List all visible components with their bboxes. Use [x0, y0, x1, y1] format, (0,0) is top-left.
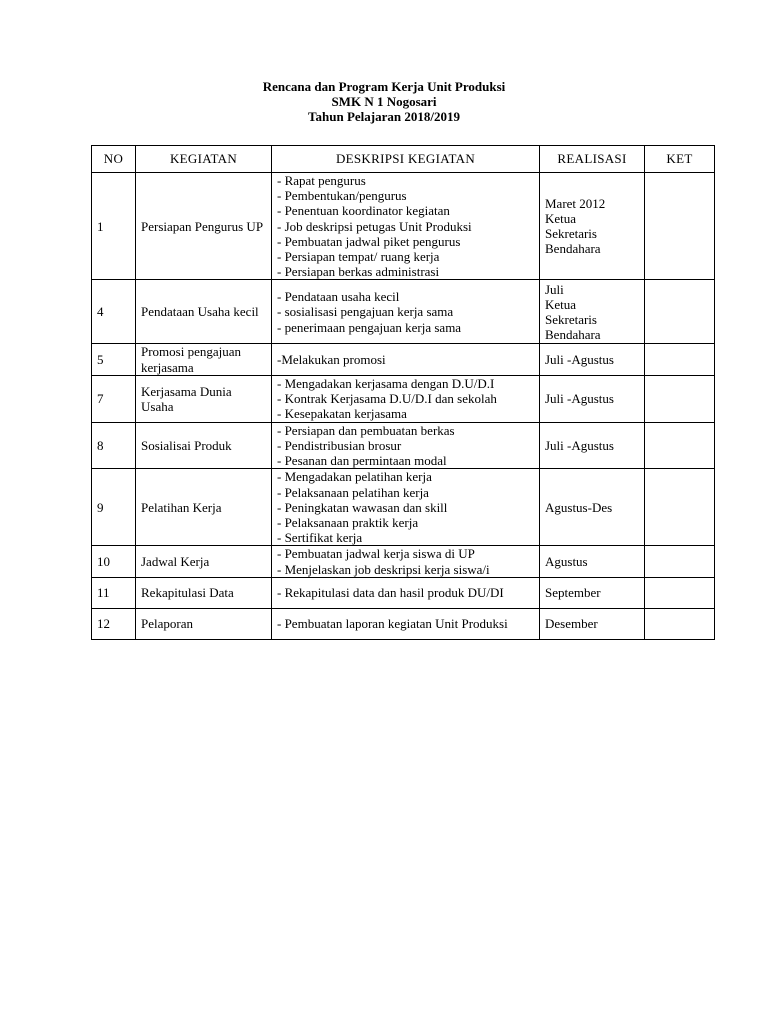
cell-ket — [645, 280, 715, 344]
cell-deskripsi — [272, 546, 540, 577]
cell-deskripsi — [272, 469, 540, 546]
description-line: - Pelaksanaan pelatihan kerja — [277, 484, 429, 500]
realisasi-line: Agustus — [545, 554, 588, 570]
cell-kegiatan: Kerjasama Dunia Usaha — [136, 375, 272, 422]
table-row — [92, 344, 715, 375]
table-row — [92, 173, 715, 280]
cell-kegiatan: Pelatihan Kerja — [136, 469, 272, 546]
realisasi-line: Agustus-Des — [545, 499, 613, 515]
cell-deskripsi — [272, 577, 540, 608]
table-row — [92, 280, 715, 344]
cell-realisasi — [540, 546, 645, 577]
realisasi-line: September — [545, 585, 601, 601]
description-line: - Persiapan dan pembuatan berkas — [277, 422, 455, 438]
description-line: - Mengadakan kerjasama dengan D.U/D.I — [277, 376, 495, 392]
cell-ket — [645, 577, 715, 608]
cell-kegiatan: Sosialisai Produk — [136, 422, 272, 469]
realisasi-line: Juli -Agustus — [545, 391, 614, 407]
description-line: - Rekapitulasi data dan hasil produk DU/DI — [277, 585, 504, 601]
description-line: - Pendataan usaha kecil — [277, 289, 400, 305]
cell-ket — [645, 344, 715, 375]
realisasi-line: Bendahara — [545, 327, 601, 343]
cell-no: 10 — [92, 546, 136, 577]
table-row — [92, 608, 715, 639]
cell-deskripsi — [272, 344, 540, 375]
description-line: - Peningkatan wawasan dan skill — [277, 499, 448, 515]
cell-realisasi — [540, 469, 645, 546]
realisasi-line: Bendahara — [545, 241, 601, 257]
cell-ket — [645, 469, 715, 546]
cell-realisasi — [540, 608, 645, 639]
cell-kegiatan: Persiapan Pengurus UP — [136, 173, 272, 280]
cell-no: 8 — [92, 422, 136, 469]
table-header-row — [92, 146, 715, 173]
description-line: -Melakukan promosi — [277, 352, 386, 368]
cell-no: 5 — [92, 344, 136, 375]
cell-kegiatan: Pelaporan — [136, 608, 272, 639]
column-header-realisasi: REALISASI — [540, 146, 645, 173]
description-line: - Penentuan koordinator kegiatan — [277, 203, 450, 219]
table-row — [92, 375, 715, 422]
cell-kegiatan: Pendataan Usaha kecil — [136, 280, 272, 344]
description-line: - Job deskripsi petugas Unit Produksi — [277, 218, 472, 234]
realisasi-line: Juli -Agustus — [545, 438, 614, 454]
realisasi-line: Sekretaris — [545, 226, 597, 242]
cell-deskripsi — [272, 173, 540, 280]
cell-deskripsi — [272, 375, 540, 422]
description-line: - Pembuatan laporan kegiatan Unit Produksi — [277, 616, 508, 632]
description-line: - sosialisasi pengajuan kerja sama — [277, 304, 454, 320]
cell-deskripsi — [272, 422, 540, 469]
realisasi-line: Ketua — [545, 296, 577, 312]
cell-realisasi — [540, 173, 645, 280]
cell-no: 1 — [92, 173, 136, 280]
column-header-ket: KET — [645, 146, 715, 173]
school-name: SMK N 1 Nogosari — [331, 94, 437, 109]
cell-realisasi — [540, 280, 645, 344]
cell-realisasi — [540, 375, 645, 422]
description-line: - Persiapan berkas administrasi — [277, 264, 440, 280]
description-line: - Persiapan tempat/ ruang kerja — [277, 249, 440, 265]
realisasi-line: Juli -Agustus — [545, 352, 614, 368]
document-title: Rencana dan Program Kerja Unit Produksi — [262, 79, 506, 94]
description-line: - Mengadakan pelatihan kerja — [277, 469, 432, 485]
description-line: - Kesepakatan kerjasama — [277, 406, 407, 422]
column-header-no: NO — [92, 146, 136, 173]
description-line: - penerimaan pengajuan kerja sama — [277, 319, 462, 335]
realisasi-line: Ketua — [545, 211, 577, 226]
description-line: - Pendistribusian brosur — [277, 438, 402, 454]
cell-realisasi — [540, 577, 645, 608]
document-title-block — [0, 79, 768, 124]
cell-kegiatan: Rekapitulasi Data — [136, 577, 272, 608]
cell-no: 7 — [92, 375, 136, 422]
cell-no: 4 — [92, 280, 136, 344]
cell-no: 12 — [92, 608, 136, 639]
cell-ket — [645, 608, 715, 639]
column-header-kegiatan: KEGIATAN — [136, 146, 272, 173]
table-row — [92, 422, 715, 469]
cell-realisasi — [540, 422, 645, 469]
cell-deskripsi — [272, 608, 540, 639]
description-line: - Sertifikat kerja — [277, 530, 363, 546]
realisasi-line: Juli — [545, 281, 564, 297]
cell-ket — [645, 375, 715, 422]
realisasi-line: Desember — [545, 616, 598, 632]
column-header-deskripsi: DESKRIPSI KEGIATAN — [272, 146, 540, 173]
table-row — [92, 546, 715, 577]
realisasi-line: Sekretaris — [545, 311, 597, 327]
description-line: - Rapat pengurus — [277, 173, 366, 188]
cell-no: 9 — [92, 469, 136, 546]
description-line: - Pembentukan/pengurus — [277, 188, 407, 204]
cell-ket — [645, 173, 715, 280]
cell-kegiatan: Jadwal Kerja — [136, 546, 272, 577]
cell-kegiatan: Promosi pengajuan kerjasama — [136, 344, 272, 375]
description-line: - Pelaksanaan praktik kerja — [277, 515, 419, 531]
table-row — [92, 469, 715, 546]
academic-year: Tahun Pelajaran 2018/2019 — [308, 109, 460, 124]
realisasi-line: Maret 2012 — [545, 195, 606, 211]
work-program-table — [91, 145, 715, 640]
table-row — [92, 577, 715, 608]
description-line: - Pembuatan jadwal kerja siswa di UP — [277, 546, 475, 562]
cell-no: 11 — [92, 577, 136, 608]
cell-ket — [645, 422, 715, 469]
description-line: - Pesanan dan permintaan modal — [277, 453, 447, 469]
description-line: - Menjelaskan job deskripsi kerja siswa/i — [277, 561, 490, 577]
description-line: - Kontrak Kerjasama D.U/D.I dan sekolah — [277, 391, 497, 407]
cell-realisasi — [540, 344, 645, 375]
cell-deskripsi — [272, 280, 540, 344]
cell-ket — [645, 546, 715, 577]
description-line: - Pembuatan jadwal piket pengurus — [277, 233, 461, 249]
